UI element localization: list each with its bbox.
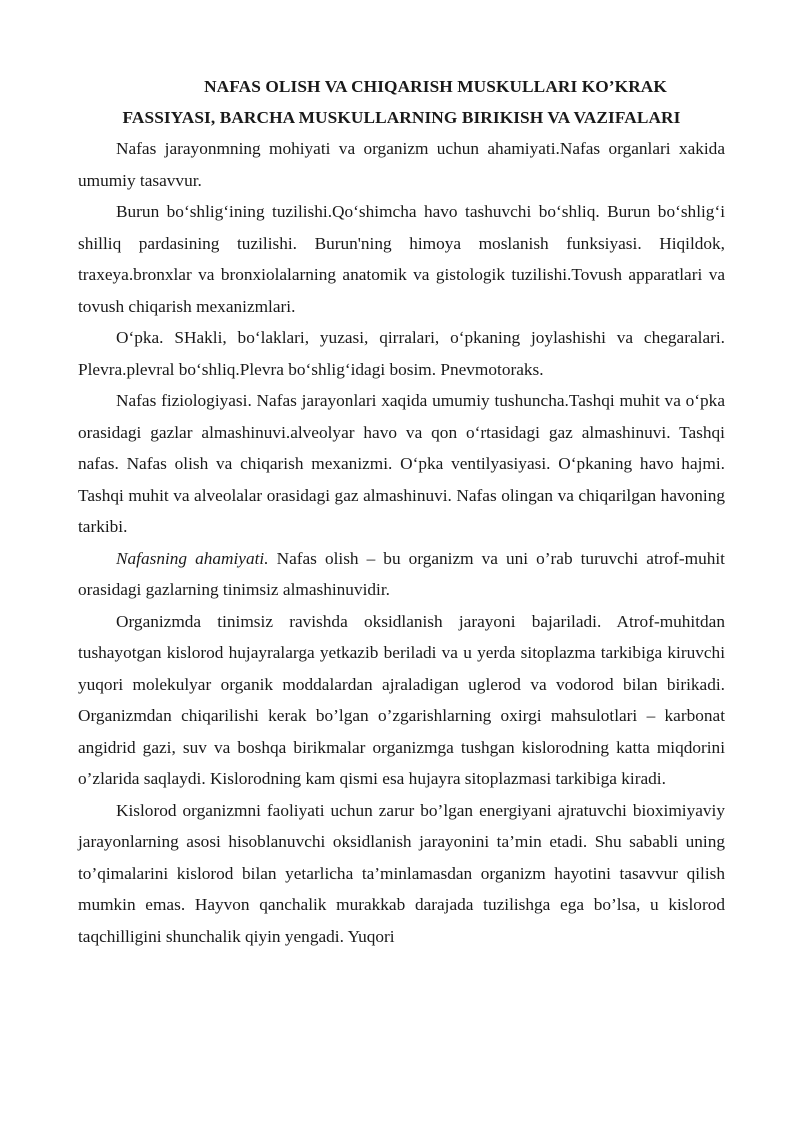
paragraph-overview: Nafas jarayonmning mohiyati va organizm uchun ahamiyati.Nafas organlari xakida umumiy tasavvur. (78, 139, 725, 190)
paragraph-oxidation: Organizmda tinimsiz ravishda oksidlanish jarayoni bajariladi. Atrof-muhitdan tushayotgan kislorod hujayralarga yetkazib beriladi va u yerda sitoplazma tarkibiga kiruvchi yuqori molekulyar organik moddalardan ajraladigan uglerod va vodorod bilan birikadi. Organizmdan chiqarilishi kerak bo’lgan o’zgarishlarning oxirgi mahsulotlari – karbonat angidrid gazi, suv va boshqa birikmalar organizmga tushgan kislorodning katta miqdorini o’zlarida saqlaydi. Kislorodning kam qismi esa hujayra sitoplazmasi tarkibiga kiradi. (78, 611, 725, 788)
paragraph-nasal-cavity: Burun bo‘shlig‘ining tuzilishi.Qo‘shimcha havo tashuvchi bo‘shliq. Burun bo‘shlig‘i shilliq pardasining tuzilishi. Burun'ning himoya moslanish funksiyasi. Hiqildok, traxeya.bronxlar va bronxiolalarning anatomik va gistologik tuzilishi.Tovush apparatlari va tovush chiqarish mexanizmlari. (78, 202, 725, 316)
document-title (78, 71, 725, 133)
paragraph-importance (78, 543, 725, 606)
document-page (78, 71, 725, 952)
importance-heading: Nafasning ahamiyati. (116, 548, 269, 568)
paragraph-physiology: Nafas fiziologiyasi. Nafas jarayonlari xaqida umumiy tushuncha.Tashqi muhit va o‘pka orasidagi gazlar almashinuvi.alveolyar havo va qon o‘rtasidagi gaz almashinuvi. Tashqi nafas. Nafas olish va chiqarish mexanizmi. O‘pka ventilyasiyasi. O‘pkaning havo hajmi. Tashqi muhit va alveolalar orasidagi gaz almashinuvi. Nafas olingan va chiqarilgan havoning tarkibi. (78, 391, 725, 536)
title-line-1: NAFAS OLISH VA CHIQARISH MUSKULLARI KO’KRAK (204, 77, 667, 96)
paragraph-lungs: O‘pka. SHakli, bo‘laklari, yuzasi, qirralari, o‘pkaning joylashishi va chegaralari. Plevra.plevral bo‘shliq.Plevra bo‘shlig‘idagi bosim. Pnevmotoraks. (78, 328, 725, 379)
importance-text: Nafas olish – bu organizm va uni o’rab turuvchi atrof-muhit orasidagi gazlarning tinimsiz almashinuvidir. (78, 548, 725, 599)
title-line-2: FASSIYASI, BARCHA MUSKULLARNING BIRIKISH VA VAZIFALARI (122, 108, 681, 127)
paragraph-oxygen: Kislorod organizmni faoliyati uchun zarur bo’lgan energiyani ajratuvchi bioximiyaviy jarayonlarning asosi hisoblanuvchi oksidlanish jarayonini ta’min etadi. Shu sababli uning to’qimalarini kislorod bilan yetarlicha ta’minlamasdan organizm hayotini tasavvur qilish mumkin emas. Hayvon qanchalik murakkab darajada tuzilishga ega bo’lsa, u kislorod taqchilligini shunchalik qiyin yengadi. Yuqori (78, 800, 725, 946)
